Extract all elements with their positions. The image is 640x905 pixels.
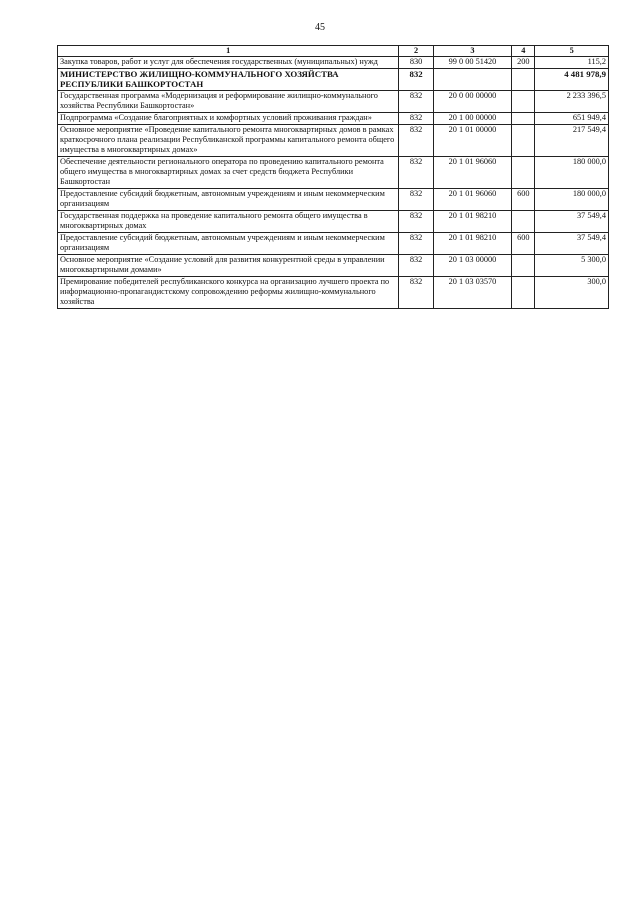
row-sum-cell: 217 549,4: [535, 125, 609, 157]
row-sum-cell: 37 549,4: [535, 233, 609, 255]
table-body: [58, 57, 609, 309]
budget-table: [57, 45, 609, 309]
row-csr-cell: 99 0 00 51420: [433, 57, 512, 69]
row-csr-cell: 20 1 01 00000: [433, 125, 512, 157]
row-name-cell: МИНИСТЕРСТВО ЖИЛИЩНО-КОММУНАЛЬНОГО ХОЗЯЙСТВА РЕСПУБЛИКИ БАШКОРТОСТАН: [58, 69, 399, 91]
row-sum-cell: 180 000,0: [535, 189, 609, 211]
row-code-cell: 832: [399, 157, 433, 189]
table-row: [58, 211, 609, 233]
row-type-cell: 600: [512, 233, 535, 255]
table-row: [58, 189, 609, 211]
row-sum-cell: 300,0: [535, 277, 609, 309]
table-row: [58, 57, 609, 69]
table-row: [58, 233, 609, 255]
row-csr-cell: 20 1 01 98210: [433, 233, 512, 255]
row-csr-cell: 20 1 03 03570: [433, 277, 512, 309]
row-sum-cell: 180 000,0: [535, 157, 609, 189]
table-row: [58, 125, 609, 157]
row-code-cell: 832: [399, 113, 433, 125]
row-name-cell: Государственная программа «Модернизация и реформирование жилищно-коммунального хозяйства Республики Башкортостан»: [58, 91, 399, 113]
header-col-2: 2: [399, 46, 433, 57]
table-row: [58, 157, 609, 189]
header-col-3: 3: [433, 46, 512, 57]
row-sum-cell: 651 949,4: [535, 113, 609, 125]
row-type-cell: [512, 157, 535, 189]
row-csr-cell: [433, 69, 512, 91]
header-col-1: 1: [58, 46, 399, 57]
page-number: 45: [315, 22, 325, 33]
row-csr-cell: 20 1 03 00000: [433, 255, 512, 277]
table-row: [58, 113, 609, 125]
row-name-cell: Предоставление субсидий бюджетным, автономным учреждениям и иным некоммерческим организациям: [58, 189, 399, 211]
row-type-cell: [512, 211, 535, 233]
row-name-cell: Предоставление субсидий бюджетным, автономным учреждениям и иным некоммерческим организациям: [58, 233, 399, 255]
row-csr-cell: 20 1 01 96060: [433, 189, 512, 211]
row-name-cell: Государственная поддержка на проведение капитального ремонта общего имущества в многоквартирных домах: [58, 211, 399, 233]
row-sum-cell: 2 233 396,5: [535, 91, 609, 113]
row-sum-cell: 4 481 978,9: [535, 69, 609, 91]
row-csr-cell: 20 0 00 00000: [433, 91, 512, 113]
row-type-cell: [512, 125, 535, 157]
row-name-cell: Обеспечение деятельности регионального оператора по проведению капитального ремонта общего имущества в многоквартирных домах за счет средств бюджета Республики Башкортостан: [58, 157, 399, 189]
row-type-cell: [512, 255, 535, 277]
row-code-cell: 832: [399, 255, 433, 277]
table-row: [58, 69, 609, 91]
row-name-cell: Основное мероприятие «Создание условий для развития конкурентной среды в управлении многоквартирными домами»: [58, 255, 399, 277]
table-header-row: [58, 46, 609, 57]
table-row: [58, 277, 609, 309]
row-code-cell: 832: [399, 233, 433, 255]
header-col-5: 5: [535, 46, 609, 57]
row-code-cell: 832: [399, 91, 433, 113]
row-csr-cell: 20 1 00 00000: [433, 113, 512, 125]
row-csr-cell: 20 1 01 96060: [433, 157, 512, 189]
row-sum-cell: 37 549,4: [535, 211, 609, 233]
header-col-4: 4: [512, 46, 535, 57]
row-code-cell: 832: [399, 211, 433, 233]
row-name-cell: Премирование победителей республиканского конкурса на организацию лучшего проекта по информационно-пропагандистскому сопровождению реформы жилищно-коммунального хозяйства: [58, 277, 399, 309]
row-type-cell: [512, 69, 535, 91]
row-name-cell: Закупка товаров, работ и услуг для обеспечения государственных (муниципальных) нужд: [58, 57, 399, 69]
row-sum-cell: 115,2: [535, 57, 609, 69]
table-row: [58, 255, 609, 277]
row-code-cell: 832: [399, 125, 433, 157]
row-type-cell: 600: [512, 189, 535, 211]
row-type-cell: [512, 277, 535, 309]
table-row: [58, 91, 609, 113]
row-sum-cell: 5 300,0: [535, 255, 609, 277]
row-name-cell: Основное мероприятие «Проведение капитального ремонта многоквартирных домов в рамках краткосрочного плана реализации Республиканской программы капитального ремонта общего имущества в многоквартирных домах»: [58, 125, 399, 157]
row-code-cell: 832: [399, 189, 433, 211]
row-code-cell: 832: [399, 277, 433, 309]
row-name-cell: Подпрограмма «Создание благоприятных и комфортных условий проживания граждан»: [58, 113, 399, 125]
row-code-cell: 832: [399, 69, 433, 91]
row-type-cell: 200: [512, 57, 535, 69]
row-csr-cell: 20 1 01 98210: [433, 211, 512, 233]
row-code-cell: 830: [399, 57, 433, 69]
row-type-cell: [512, 91, 535, 113]
row-type-cell: [512, 113, 535, 125]
